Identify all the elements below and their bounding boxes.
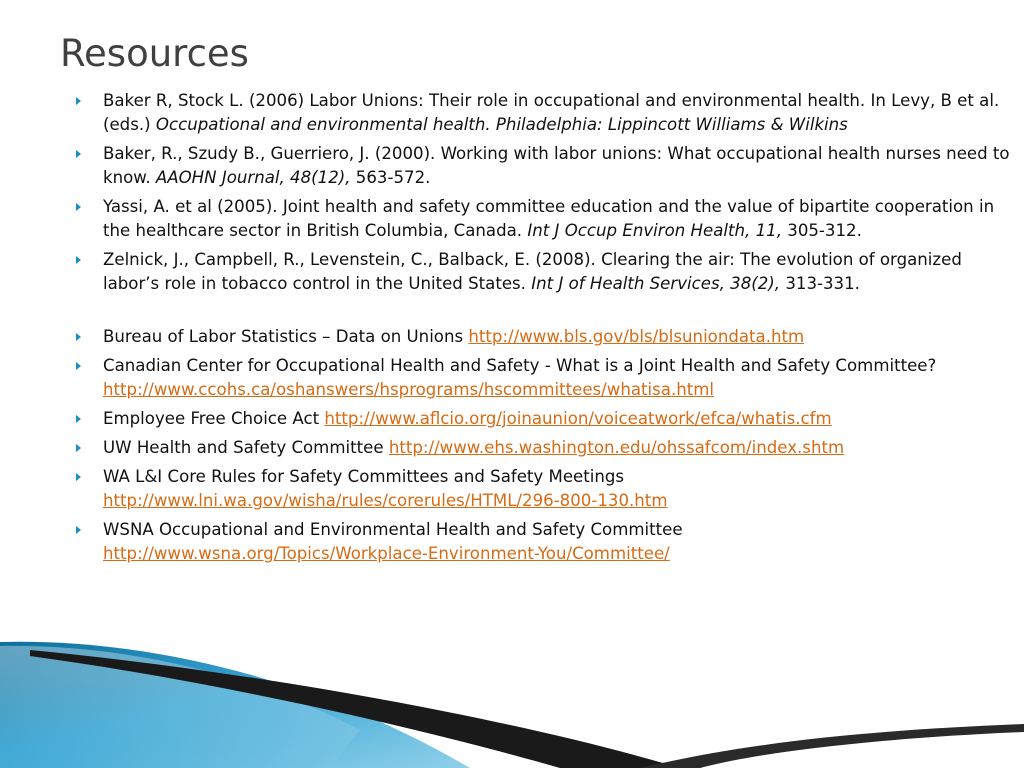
link-label: Bureau of Labor Statistics – Data on Unions <box>103 327 469 346</box>
bullet-arrow-icon <box>76 526 81 534</box>
reference-text: Zelnick, J., Campbell, R., Levenstein, C., Balback, E. (2008). Clearing the air: The evolution of organized labor’s role in tobacco control in the United States. <box>103 250 962 293</box>
slide-title: Resources <box>60 32 249 75</box>
link-item <box>73 354 1013 402</box>
bullet-arrow-icon <box>76 256 81 264</box>
ccohs-committee-link[interactable]: http://www.ccohs.ca/oshanswers/hsprograms/hscommittees/whatisa.html <box>103 380 715 399</box>
reference-pages: 563-572. <box>350 168 431 187</box>
link-item <box>73 465 1013 513</box>
bottom-wave-decoration <box>0 620 1024 768</box>
reference-source: AAOHN Journal, 48(12), <box>155 168 351 187</box>
link-item <box>73 436 1013 460</box>
bullet-arrow-icon <box>76 150 81 158</box>
link-label: WA L&I Core Rules for Safety Committees and Safety Meetings <box>103 467 625 486</box>
reference-source: Int J of Health Services, 38(2), <box>531 274 781 293</box>
bullet-arrow-icon <box>76 415 81 423</box>
bullet-arrow-icon <box>76 444 81 452</box>
reference-source: Occupational and environmental health. Philadelphia: Lippincott Williams & Wilkins <box>155 115 848 134</box>
reference-item <box>73 142 1013 190</box>
bullet-arrow-icon <box>76 333 81 341</box>
wsna-committee-link[interactable]: http://www.wsna.org/Topics/Workplace-Environment-You/Committee/ <box>103 544 670 563</box>
link-label: Canadian Center for Occupational Health and Safety - What is a Joint Health and Safety Committee? <box>103 356 937 375</box>
reference-item <box>73 89 1013 137</box>
link-item <box>73 518 1013 566</box>
link-item <box>73 407 1013 431</box>
bullet-arrow-icon <box>76 362 81 370</box>
dark-band-tail <box>640 724 1024 768</box>
uw-committee-link[interactable]: http://www.ehs.washington.edu/ohssafcom/index.shtm <box>388 438 845 457</box>
reference-pages: 305-312. <box>781 221 862 240</box>
resource-list <box>73 89 1013 571</box>
reference-item <box>73 248 1013 296</box>
link-label: WSNA Occupational and Environmental Health and Safety Committee <box>103 520 683 539</box>
bullet-arrow-icon <box>76 203 81 211</box>
reference-text: Baker R, Stock L. (2006) Labor Unions: Their role in occupational and environmental health. In Levy, B et al. (eds.) <box>103 91 1000 134</box>
efca-link[interactable]: http://www.aflcio.org/joinaunion/voiceatwork/efca/whatis.cfm <box>324 409 832 428</box>
bls-union-data-link[interactable]: http://www.bls.gov/bls/blsuniondata.htm <box>468 327 805 346</box>
reference-text: Baker, R., Szudy B., Guerriero, J. (2000). Working with labor unions: What occupational health nurses need to know. <box>103 144 1010 187</box>
link-item <box>73 325 1013 349</box>
reference-pages: 313-331. <box>780 274 860 293</box>
reference-text: Yassi, A. et al (2005). Joint health and safety committee education and the value of bipartite cooperation in the healthcare sector in British Columbia, Canada. <box>103 197 995 240</box>
bullet-arrow-icon <box>76 473 81 481</box>
link-label: UW Health and Safety Committee <box>103 438 389 457</box>
reference-source: Int J Occup Environ Health, 11, <box>527 221 782 240</box>
lni-core-rules-link[interactable]: http://www.lni.wa.gov/wisha/rules/corerules/HTML/296-800-130.htm <box>103 491 668 510</box>
reference-item <box>73 195 1013 243</box>
bullet-arrow-icon <box>76 97 81 105</box>
link-label: Employee Free Choice Act <box>103 409 325 428</box>
